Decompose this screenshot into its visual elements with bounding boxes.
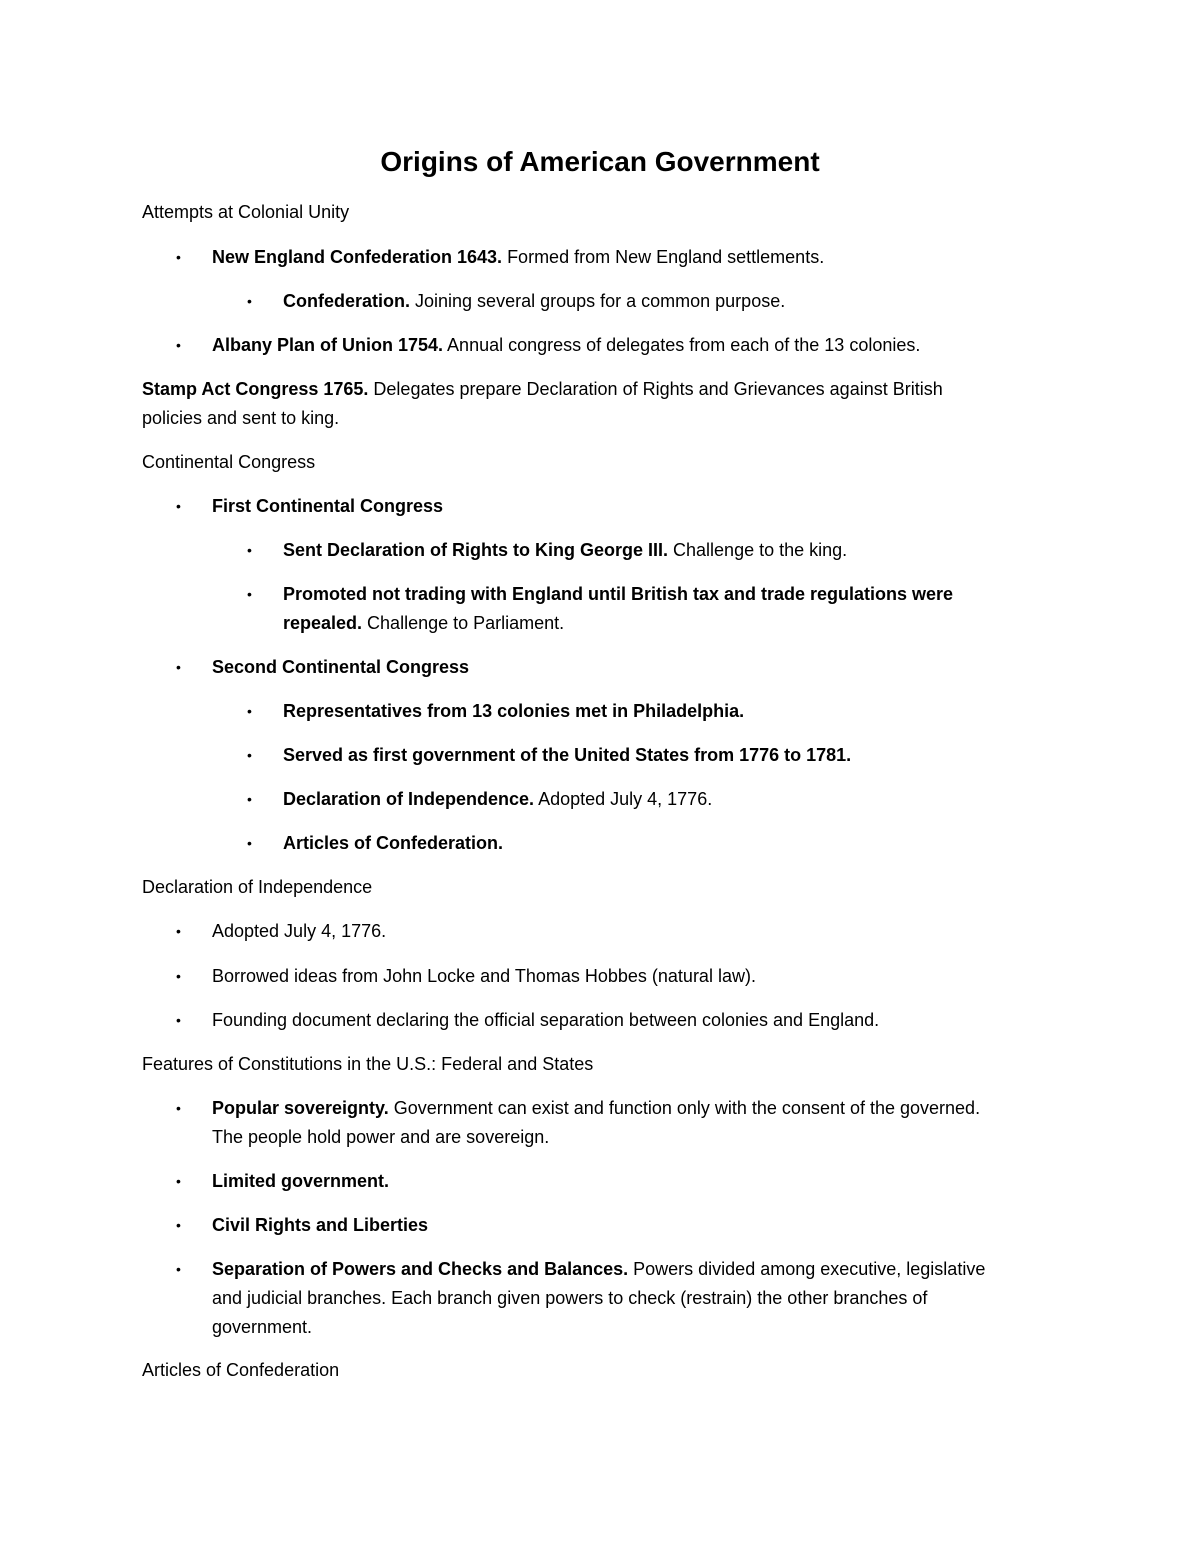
list-item (283, 741, 851, 770)
section-heading-colonial-unity: Attempts at Colonial Unity (142, 202, 350, 222)
paragraph-stamp-act-line2: policies and sent to king. (142, 408, 340, 428)
item-text: Adopted July 4, 1776. (534, 789, 713, 809)
bullet-icon: • (247, 835, 252, 851)
list-item (283, 785, 712, 814)
item-text: Joining several groups for a common purpose. (410, 291, 786, 311)
list-item: Adopted July 4, 1776. (212, 921, 387, 941)
item-term: Second Continental Congress (212, 657, 470, 677)
list-item (283, 697, 744, 726)
bullet-icon: • (176, 337, 181, 353)
list-item-continuation (283, 609, 564, 638)
item-term: First Continental Congress (212, 496, 444, 516)
list-item (283, 536, 847, 565)
item-term: Sent Declaration of Rights to King George III. (283, 540, 669, 560)
bullet-icon: • (247, 747, 252, 763)
list-item (212, 1167, 389, 1196)
item-term: Stamp Act Congress 1765. (142, 379, 369, 399)
list-item (283, 829, 503, 858)
item-term: Declaration of Independence. (283, 789, 535, 809)
item-term: Limited government. (212, 1171, 390, 1191)
list-item (283, 580, 953, 609)
item-term: Popular sovereignty. (212, 1098, 389, 1118)
bullet-icon: • (176, 249, 181, 265)
bullet-icon: • (176, 1217, 181, 1233)
bullet-icon: • (176, 1012, 181, 1028)
item-text: Powers divided among executive, legislative (628, 1259, 986, 1279)
bullet-icon: • (176, 1100, 181, 1116)
list-item (212, 331, 920, 360)
bullet-icon: • (247, 542, 252, 558)
bullet-icon: • (247, 586, 252, 602)
page-title: Origins of American Government (380, 146, 820, 177)
list-item (212, 1255, 985, 1284)
list-item (212, 1094, 980, 1123)
item-text: Challenge to the king. (668, 540, 848, 560)
bullet-icon: • (176, 923, 181, 939)
item-term: Articles of Confederation. (283, 833, 504, 853)
list-item: Founding document declaring the official separation between colonies and England. (212, 1010, 880, 1030)
item-term: Albany Plan of Union 1754. (212, 335, 444, 355)
item-term: repealed. (283, 613, 363, 633)
bullet-icon: • (247, 791, 252, 807)
list-item-continuation: The people hold power and are sovereign. (212, 1127, 550, 1147)
bullet-icon: • (247, 293, 252, 309)
list-item (212, 653, 469, 682)
item-text: Annual congress of delegates from each of the 13 colonies. (443, 335, 921, 355)
item-term: Promoted not trading with England until British tax and trade regulations were (283, 584, 954, 604)
item-text: Formed from New England settlements. (502, 247, 825, 267)
bullet-icon: • (176, 659, 181, 675)
item-text: Government can exist and function only with the consent of the governed. (388, 1098, 981, 1118)
section-heading-articles: Articles of Confederation (142, 1360, 340, 1380)
list-item (212, 492, 443, 521)
bullet-icon: • (176, 1173, 181, 1189)
section-heading-continental-congress: Continental Congress (142, 452, 316, 472)
bullet-icon: • (176, 1261, 181, 1277)
bullet-icon: • (176, 968, 181, 984)
list-item (283, 287, 785, 316)
item-term: New England Confederation 1643. (212, 247, 503, 267)
list-item (212, 1211, 428, 1240)
section-heading-declaration: Declaration of Independence (142, 877, 373, 897)
item-term: Separation of Powers and Checks and Balances. (212, 1259, 629, 1279)
item-term: Representatives from 13 colonies met in Philadelphia. (283, 701, 745, 721)
list-item-continuation: and judicial branches. Each branch given powers to check (restrain) the other branches of (212, 1288, 928, 1308)
item-text: Challenge to Parliament. (362, 613, 565, 633)
item-text: Delegates prepare Declaration of Rights and Grievances against British (368, 379, 943, 399)
item-term: Confederation. (283, 291, 411, 311)
section-heading-features: Features of Constitutions in the U.S.: Federal and States (142, 1054, 594, 1074)
list-item: Borrowed ideas from John Locke and Thomas Hobbes (natural law). (212, 966, 756, 986)
list-item-continuation: government. (212, 1317, 313, 1337)
paragraph-stamp-act (142, 375, 943, 404)
bullet-icon: • (247, 703, 252, 719)
item-term: Civil Rights and Liberties (212, 1215, 429, 1235)
bullet-icon: • (176, 498, 181, 514)
item-term: Served as first government of the United States from 1776 to 1781. (283, 745, 852, 765)
list-item (212, 243, 824, 272)
